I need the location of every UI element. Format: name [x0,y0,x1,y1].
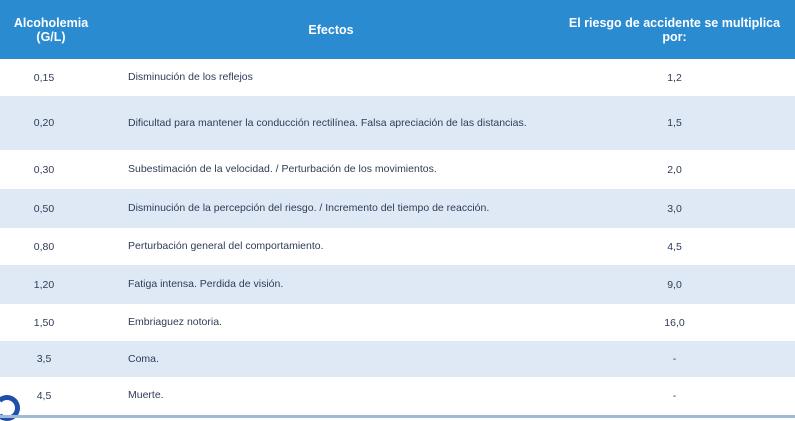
cell-riesgo: 16,0 [664,316,685,329]
cell-riesgo: 2,0 [667,163,682,176]
cell-riesgo: 4,5 [667,240,682,253]
cell-riesgo: 1,5 [667,117,682,129]
cell-efecto: Perturbación general del comportamiento. [128,240,324,252]
cell-alcoholemia: 4,5 [36,389,52,402]
table-header [0,0,795,59]
cell-efecto: Dificultad para mantener la conducción rectilínea. Falsa apreciación de las distancias. [128,116,527,129]
cell-alcoholemia: 3,5 [36,353,52,365]
table-row [0,189,795,228]
cell-efecto: Fatiga intensa. Perdida de visión. [128,278,284,290]
cell-riesgo: - [672,389,677,402]
cell-alcoholemia: 0,80 [33,240,55,253]
table-row [0,228,795,265]
cell-efecto: Coma. [128,352,159,365]
cell-alcoholemia: 1,20 [33,278,55,291]
cell-efecto: Subestimación de la velocidad. / Perturbación de los movimientos. [128,163,437,175]
table-row [0,96,795,150]
table-row [0,304,795,341]
cell-efecto: Muerte. [128,389,164,401]
cell-alcoholemia: 0,15 [33,71,55,84]
cell-riesgo: 1,2 [667,71,682,84]
header-efectos: Efectos [308,22,354,37]
cell-riesgo: - [672,353,677,365]
table-row [0,150,795,189]
cell-alcoholemia: 0,20 [33,117,55,129]
cell-riesgo: 9,0 [667,278,682,291]
table-row [0,377,795,414]
cell-alcoholemia: 0,30 [33,163,55,176]
table-row [0,265,795,304]
cell-efecto: Embriaguez notoria. [128,316,222,328]
header-alcoholemia: Alcoholemia (G/L) [13,15,89,44]
table-row [0,341,795,377]
cell-alcoholemia: 1,50 [33,316,55,329]
header-riesgo: El riesgo de accidente se multiplica por: [568,15,781,44]
cell-efecto: Disminución de los reflejos [128,71,253,83]
cell-riesgo: 3,0 [667,202,682,215]
table-row [0,59,795,96]
cell-alcoholemia: 0,50 [33,202,55,215]
cell-efecto: Disminución de la percepción del riesgo. / Incremento del tiempo de reacción. [128,202,490,214]
